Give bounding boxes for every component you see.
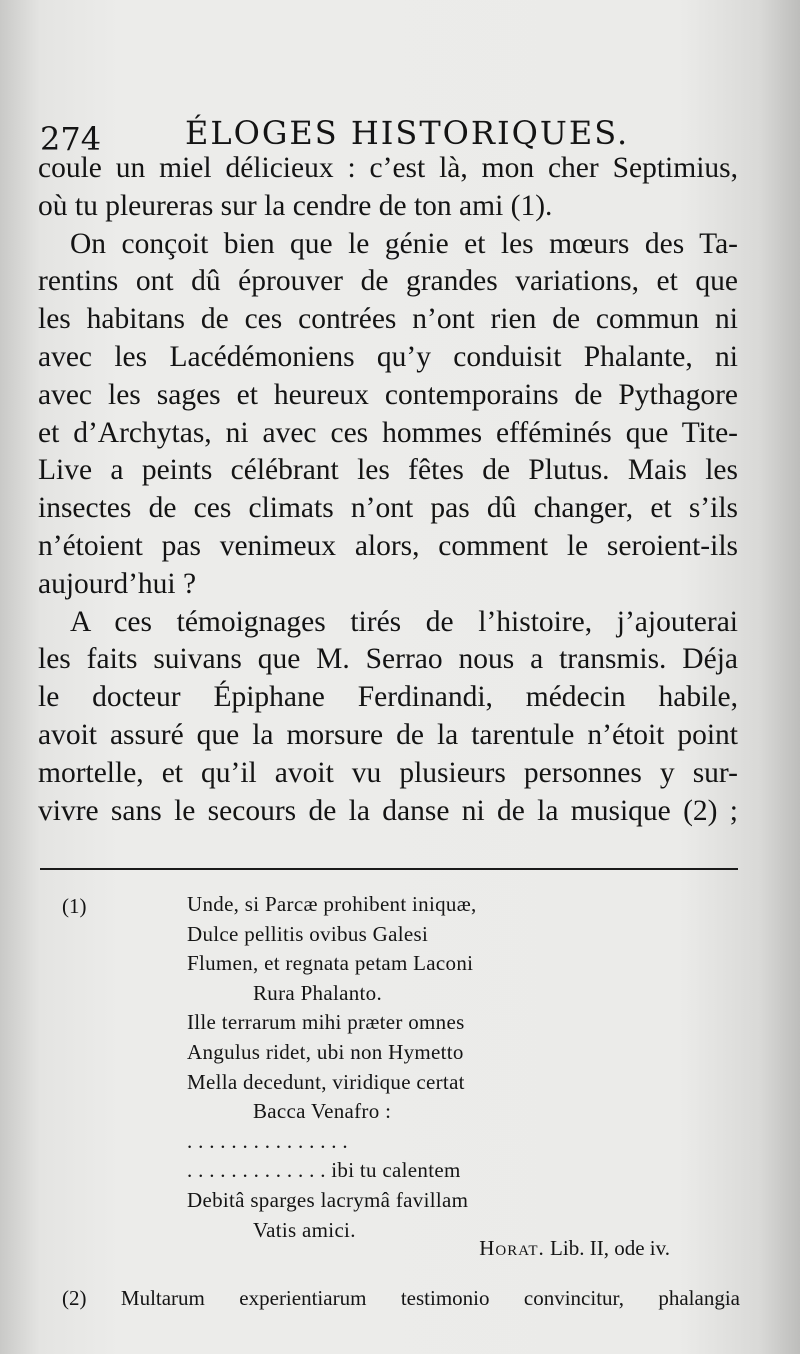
body-line: avec les Lacédémoniens qu’y conduisit Phalante, ni: [38, 340, 738, 373]
attribution-reference: Lib. II, ode iv.: [550, 1236, 670, 1260]
body-line: et d’Archytas, ni avec ces hommes efféminés que Tite-: [38, 416, 738, 449]
body-line: A ces témoignages tirés de l’histoire, j’ajouterai: [70, 605, 738, 638]
verse-line: Flumen, et regnata petam Laconi: [187, 951, 474, 976]
verse-line: Debitâ sparges lacrymâ favillam: [187, 1187, 469, 1212]
body-line: aujourd’hui ?: [38, 567, 197, 600]
body-line: On conçoit bien que le génie et les mœurs des Ta-: [70, 227, 738, 260]
body-line: où tu pleureras sur la cendre de ton ami (1).: [38, 189, 553, 222]
verse-line: Vatis amici.: [253, 1217, 356, 1242]
verse-line: Dulce pellitis ovibus Galesi: [187, 921, 429, 946]
body-line: le docteur Épiphane Ferdinandi, médecin habile,: [38, 681, 738, 714]
verse-line: . . . . . . . . . . . . . ibi tu calentem: [187, 1158, 461, 1183]
footnote-1-attribution: [479, 1236, 670, 1261]
attribution-author: Horat.: [479, 1236, 545, 1260]
verse-line: Mella decedunt, viridique certat: [187, 1069, 465, 1094]
verse-line: Bacca Venafro :: [253, 1099, 392, 1124]
body-line: vivre sans le secours de la danse ni de la musique (2) ;: [38, 794, 738, 827]
body-text: [38, 150, 738, 830]
footnote-rule: [40, 868, 738, 870]
body-line: mortelle, et qu’il avoit vu plusieurs personnes y sur-: [38, 756, 738, 789]
running-title: ÉLOGES HISTORIQUES.: [185, 114, 630, 152]
body-line: les habitans de ces contrées n’ont rien de commun ni: [38, 303, 738, 336]
verse-line: Rura Phalanto.: [253, 980, 383, 1005]
verse-line: Ille terrarum mihi præter omnes: [187, 1010, 465, 1035]
body-line: coule un miel délicieux : c’est là, mon cher Septimius,: [38, 152, 738, 184]
body-line: n’étoient pas venimeux alors, comment le seroient-ils: [38, 529, 738, 562]
verse-line: . . . . . . . . . . . . . . .: [187, 1128, 348, 1153]
verse-line: Angulus ridet, ubi non Hymetto: [187, 1039, 464, 1064]
body-line: avec les sages et heureux contemporains de Pythagore: [38, 378, 738, 411]
body-line: avoit assuré que la morsure de la tarentule n’étoit point: [38, 718, 738, 751]
page-number: 274: [40, 120, 102, 158]
verse-line: Unde, si Parcæ prohibent iniquæ,: [187, 892, 477, 916]
body-line: rentins ont dû éprouver de grandes variations, et que: [38, 265, 738, 298]
footnote-2: (2) Multarum experientiarum testimonio convincitur, phalangia: [62, 1286, 740, 1310]
body-line: Live a peints célébrant les fêtes de Plutus. Mais les: [38, 454, 738, 487]
body-line: insectes de ces climats n’ont pas dû changer, et s’ils: [38, 492, 738, 525]
body-line: les faits suivans que M. Serrao nous a transmis. Déja: [38, 643, 738, 676]
footnote-1-verse: [187, 890, 747, 1245]
footnote-1-marker: (1): [62, 894, 87, 918]
